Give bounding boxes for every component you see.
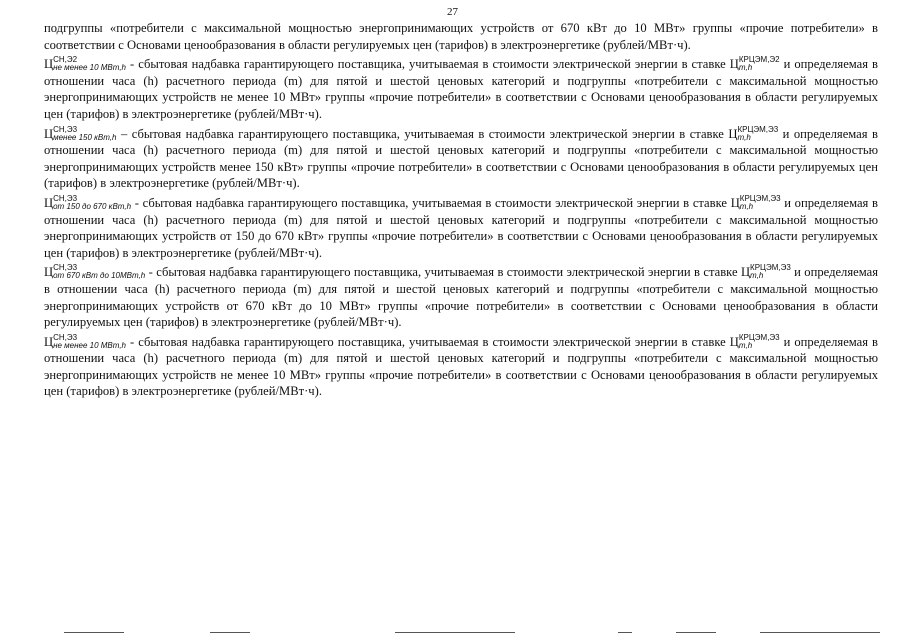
symbol-subscript: не менее 10 МВт,h [53, 340, 127, 350]
symbol-subscript: не менее 10 МВт,h [53, 63, 127, 73]
definition-text-a: - сбытовая надбавка гарантирующего поставщика, учитываемая в стоимости электрической энергии в ставке [126, 334, 730, 349]
symbol-superscript: СН,Э3 [53, 263, 78, 273]
definition-text-b: и определяемая в отношении часа (h) расчетного периода (m) для пятой и шестой ценовых категорий и подгруппы «потребители с максимальной мощностью энергопринимающих устройств менее 150 кВт» группы «прочие потребители» в соответствии с Основами ценообразования в области регулируемых цен (тарифов) в электроэнергетике (рублей/МВт·ч). [44, 126, 878, 191]
footer-rule [676, 632, 716, 633]
symbol-superscript: СН,Э3 [53, 332, 78, 342]
symbol-base: Ц [44, 57, 54, 72]
rate-subscript: m,h [750, 271, 764, 281]
rate-base: Ц [729, 334, 739, 349]
rate-superscript: КРЦЭМ,Э3 [737, 124, 779, 134]
definition-text-a: – сбытовая надбавка гарантирующего поставщика, учитываемая в стоимости электрической энергии в ставке [116, 126, 729, 141]
symbol-base: Ц [44, 195, 54, 210]
rate-symbol [731, 195, 781, 212]
tariff-symbol [44, 56, 126, 73]
definition-text-b: и определяемая в отношении часа (h) расчетного периода (m) для пятой и шестой ценовых категорий и подгруппы «потребители с максимальной мощностью энергопринимающих устройств не менее 10 МВт» группы «прочие потребители» в соответствии с Основами ценообразования в области регулируемых цен (тарифов) в электроэнергетике (рублей/МВт·ч). [44, 57, 878, 121]
symbol-superscript: СН,Э3 [53, 124, 78, 134]
symbol-superscript: СН,Э3 [53, 193, 78, 203]
definition-paragraph-1 [44, 56, 878, 122]
symbol-base: Ц [44, 265, 54, 280]
definition-text-b: и определяемая в отношении часа (h) расчетного периода (m) для пятой и шестой ценовых категорий и подгруппы «потребители с максимальной мощностью энергопринимающих устройств от 670 кВт до 10 МВт» группы «прочие потребители» в соответствии с Основами ценообразования в области регулируемых цен (тарифов) в электроэнергетике (рублей/МВт·ч). [44, 265, 878, 330]
definition-text-a: - сбытовая надбавка гарантирующего поставщика, учитываемая в стоимости электрической энергии в ставке [126, 57, 730, 72]
rate-subscript: m,h [737, 132, 751, 142]
tariff-symbol [44, 264, 145, 281]
rate-superscript: КРЦЭМ,Э2 [738, 55, 780, 65]
rate-superscript: КРЦЭМ,Э3 [750, 263, 791, 273]
definition-text-b: и определяемая в отношении часа (h) расчетного периода (m) для пятой и шестой ценовых категорий и подгруппы «потребители с максимальной мощностью энергопринимающих устройств не менее 10 МВт» группы «прочие потребители» в соответствии с Основами ценообразования в области регулируемых цен (тарифов) в электроэнергетике (рублей/МВт·ч). [44, 334, 878, 399]
document-body [44, 20, 878, 400]
footer-rule [760, 632, 880, 633]
definition-paragraph-2 [44, 126, 878, 192]
tariff-symbol [44, 195, 131, 212]
rate-symbol [730, 56, 780, 73]
definition-paragraph-4 [44, 264, 878, 330]
definition-text-b: и определяемая в отношении часа (h) расчетного периода (m) для пятой и шестой ценовых категорий и подгруппы «потребители с максимальной мощностью энергопринимающих устройств от 150 до 670 кВт» группы «прочие потребители» в соответствии с Основами ценообразования в области регулируемых цен (тарифов) в электроэнергетике (рублей/МВт·ч). [44, 195, 878, 260]
symbol-base: Ц [44, 126, 54, 141]
symbol-subscript: от 670 кВт до 10МВт,h [53, 271, 146, 281]
footer-rule [64, 632, 124, 633]
footer-rule [210, 632, 250, 633]
rate-base: Ц [728, 126, 738, 141]
page-number: 27 [447, 6, 458, 18]
footer-rule [395, 632, 515, 633]
footer-rule [618, 632, 632, 633]
tariff-symbol [44, 126, 117, 143]
definition-paragraph-3 [44, 195, 878, 261]
rate-superscript: КРЦЭМ,Э3 [738, 332, 780, 342]
rate-symbol [728, 126, 778, 143]
definition-paragraph-5 [44, 334, 878, 400]
rate-superscript: КРЦЭМ,Э3 [739, 193, 781, 203]
rate-symbol [730, 334, 780, 351]
rate-base: Ц [729, 57, 739, 72]
symbol-subscript: менее 150 кВт,h [53, 132, 117, 142]
symbol-base: Ц [44, 334, 54, 349]
rate-subscript: m,h [738, 340, 753, 350]
definition-text-a: - сбытовая надбавка гарантирующего поставщика, учитываемая в стоимости электрической энергии в ставке [131, 195, 731, 210]
tariff-symbol [44, 334, 126, 351]
symbol-subscript: от 150 до 670 кВт,h [53, 201, 132, 211]
rate-base: Ц [730, 195, 740, 210]
definition-text-a: - сбытовая надбавка гарантирующего поставщика, учитываемая в стоимости электрической энергии в ставке [145, 265, 741, 280]
symbol-superscript: СН,Э2 [53, 55, 78, 65]
rate-subscript: m,h [739, 201, 754, 211]
intro-paragraph: подгруппы «потребители с максимальной мощностью энергопринимающих устройств от 670 кВт до 10 МВт» группы «прочие потребители» в соответствии с Основами ценообразования в области регулируемых цен (тарифов) в электроэнергетике (рублей/МВт·ч). [44, 21, 878, 52]
rate-symbol [741, 264, 791, 281]
rate-subscript: m,h [738, 63, 753, 73]
rate-base: Ц [740, 265, 751, 280]
